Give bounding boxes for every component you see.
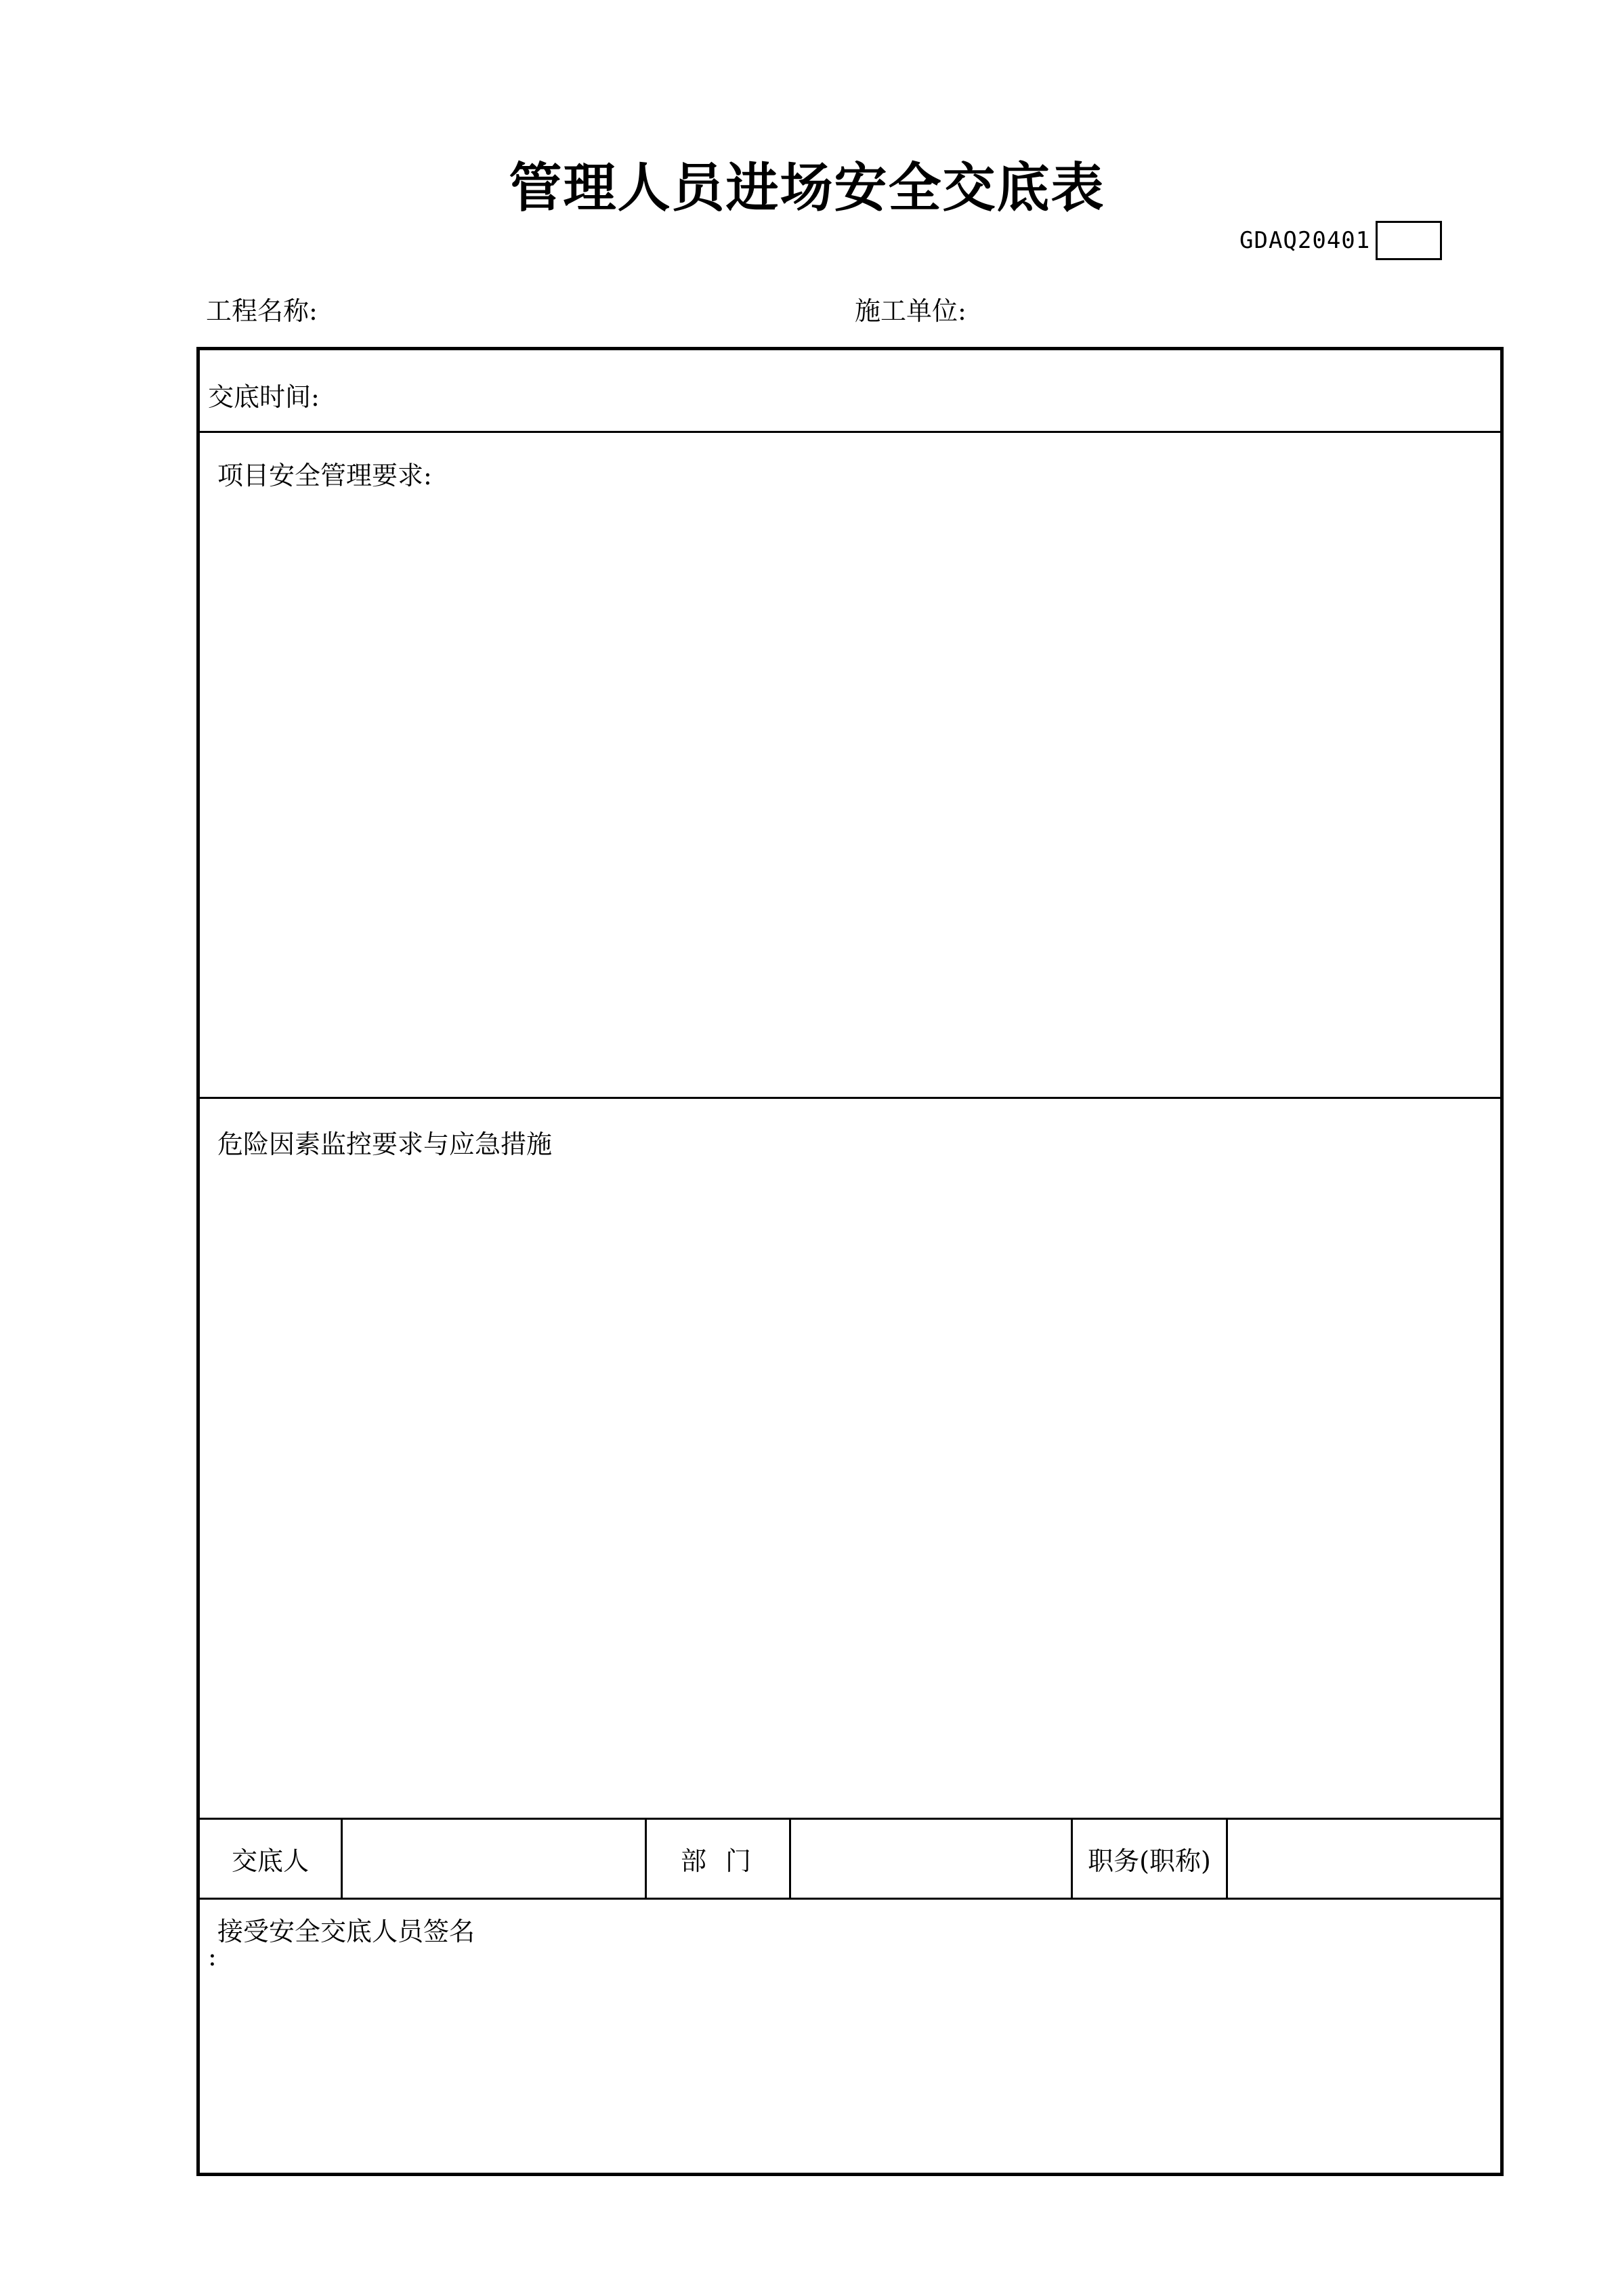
project-name-label: 工程名称:	[206, 296, 318, 326]
hazard-measures-section[interactable]	[200, 1099, 1500, 1820]
briefing-time-label: 交底时间:	[208, 382, 320, 412]
page-title: 管理人员进场安全交底表	[509, 158, 1105, 219]
briefing-form-table	[196, 347, 1504, 2176]
department-label: 部门	[647, 1820, 791, 1898]
form-code	[1239, 221, 1442, 260]
management-requirements-section[interactable]	[200, 433, 1500, 1099]
hazard-measures-label: 危险因素监控要求与应急措施	[217, 1129, 553, 1159]
receivers-signature-section[interactable]	[200, 1900, 1500, 2173]
management-requirements-label: 项目安全管理要求:	[217, 461, 432, 490]
department-field[interactable]	[791, 1820, 1073, 1898]
briefing-time-row[interactable]	[200, 350, 1500, 433]
position-label: 职务(职称)	[1073, 1820, 1228, 1898]
form-code-text: GDAQ20401	[1239, 227, 1371, 254]
briefer-label: 交底人	[200, 1820, 343, 1898]
receivers-signature-label: 接受安全交底人员签名	[217, 1917, 475, 1946]
briefer-info-row	[200, 1820, 1500, 1900]
construction-unit-label: 施工单位:	[855, 296, 967, 326]
briefer-field[interactable]	[343, 1820, 647, 1898]
receivers-colon: :	[208, 1942, 217, 1971]
position-field[interactable]	[1228, 1820, 1500, 1898]
form-code-box[interactable]	[1376, 221, 1442, 260]
